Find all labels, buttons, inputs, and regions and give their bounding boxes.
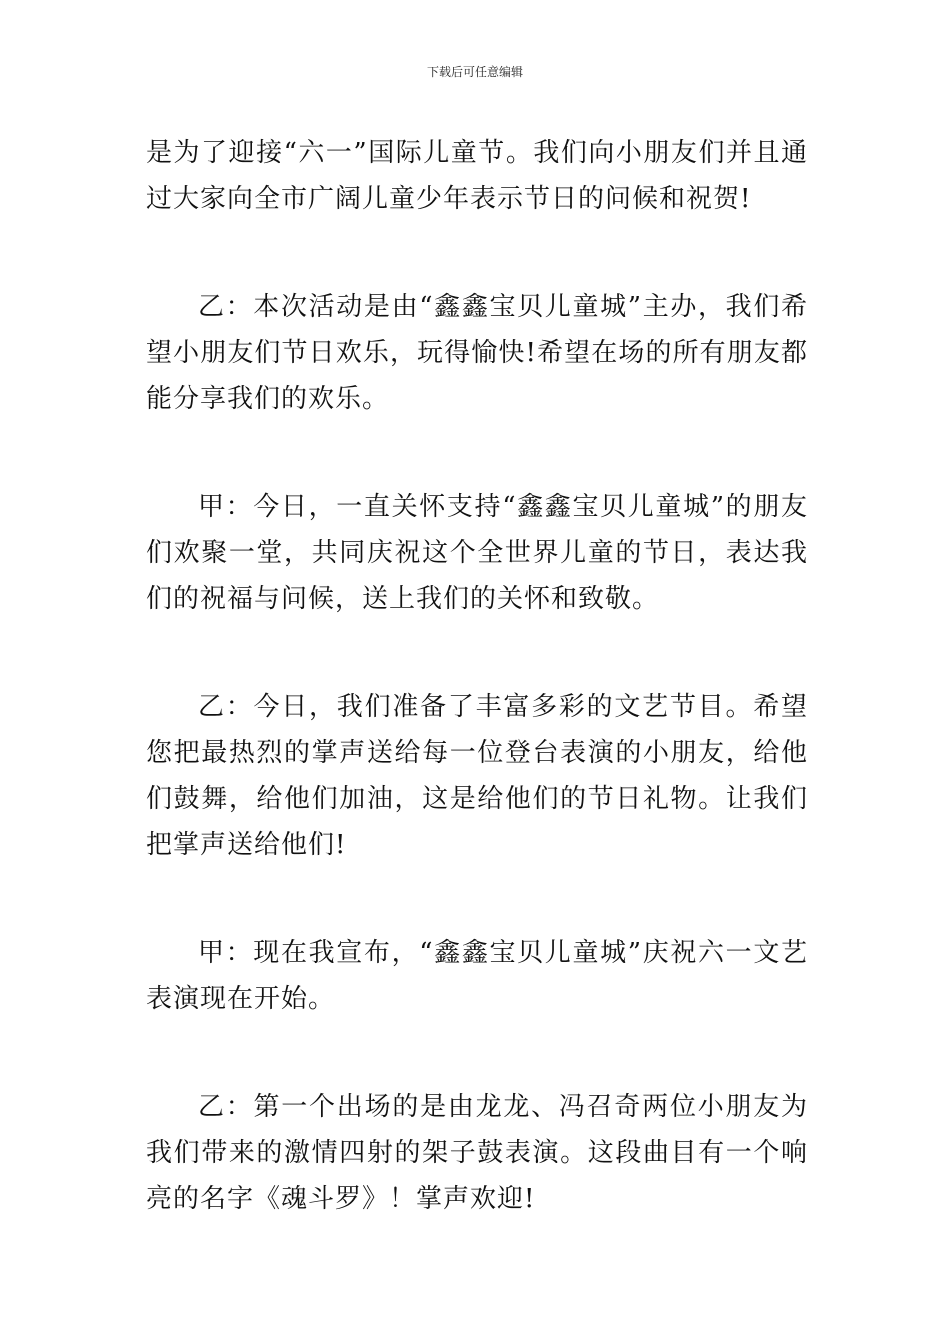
paragraph-continuation: 是为了迎接“六一”国际儿童节。我们向小朋友们并且通过大家向全市广阔儿童少年表示节日的问候和祝贺!	[146, 138, 808, 214]
paragraph-speaker-jia: 甲：今日，一直关怀支持“鑫鑫宝贝儿童城”的朋友们欢聚一堂，共同庆祝这个全世界儿童的节日，表达我们的祝福与问候，送上我们的关怀和致敬。	[146, 492, 808, 614]
paragraph-speaker-yi: 乙：今日，我们准备了丰富多彩的文艺节目。希望您把最热烈的掌声送给每一位登台表演的小朋友，给他们鼓舞，给他们加油，这是给他们的节日礼物。让我们把掌声送给他们!	[146, 692, 808, 860]
paragraph-speaker-yi: 乙：本次活动是由“鑫鑫宝贝儿童城”主办，我们希望小朋友们节日欢乐，玩得愉快!希望在场的所有朋友都能分享我们的欢乐。	[146, 292, 808, 414]
document-body	[146, 130, 808, 1222]
paragraph-speaker-yi: 乙：第一个出场的是由龙龙、冯召奇两位小朋友为我们带来的激情四射的架子鼓表演。这段曲目有一个响亮的名字《魂斗罗》！掌声欢迎!	[146, 1092, 808, 1214]
page-header: 下载后可任意编辑	[426, 65, 523, 79]
paragraph-speaker-jia: 甲：现在我宣布，“鑫鑫宝贝儿童城”庆祝六一文艺表演现在开始。	[146, 938, 808, 1014]
